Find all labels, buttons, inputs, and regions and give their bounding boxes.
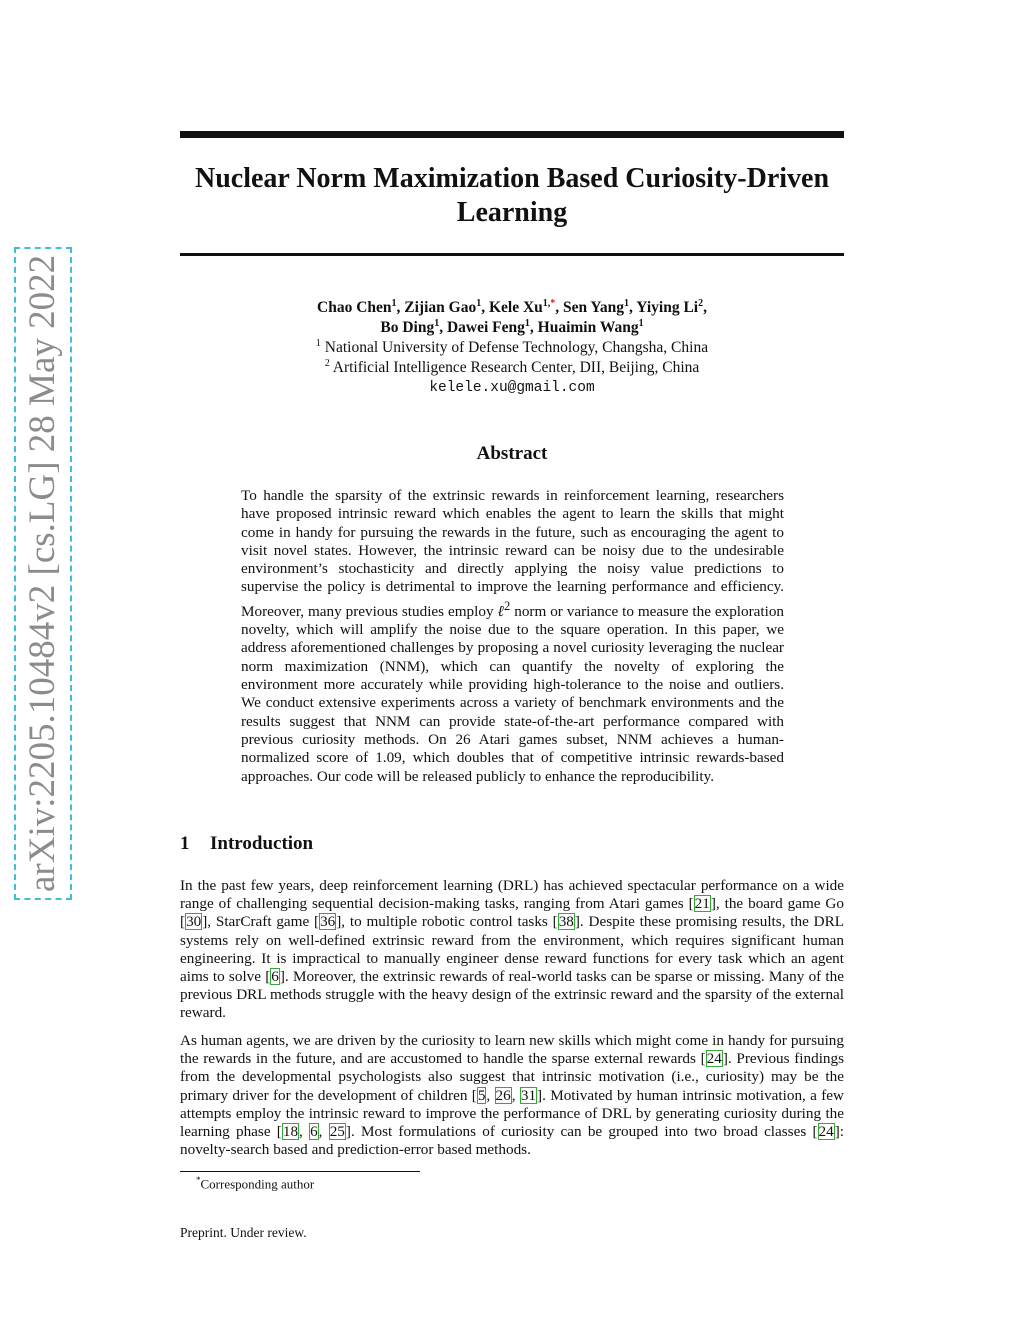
abstract-text-part-2: norm or variance to measure the exploration novelty, which will amplify the noise due to the square operation. In this paper, we address aforementioned challenges by proposing a novel curiosity leveraging the nuclear norm maximization (NNM), which can quantify the novelty of exploring the environment more accurately while providing high-tolerance to the noise and outliers. We conduct extensive experiments across a variety of benchmark environments and the results suggest that NNM can provide state-of-the-art performance compared with previous curiosity methods. On 26 Atari games subset, NNM achieves a human-normalized score of 1.09, which doubles that of competitive intrinsic rewards-based approaches. Our code will be released publicly to enhance the reproducibility.	[241, 602, 785, 785]
citation-link[interactable]: 26	[495, 1086, 511, 1104]
paragraph-text: ,	[318, 1123, 329, 1141]
author-affiliation-marker: 1	[391, 297, 397, 309]
math-l2-symbol: ℓ	[497, 602, 504, 620]
intro-paragraph-1	[180, 877, 844, 1023]
title-top-rule	[180, 131, 844, 138]
citation-link[interactable]: 30	[186, 913, 202, 931]
paragraph-text: ]. Motivated by human intrinsic motivation, a few attempts employ the intrinsic reward to improve the performance of DRL by generating curiosity during the learning phase [	[180, 1086, 845, 1141]
math-l2-exponent: 2	[503, 598, 511, 613]
author-block	[180, 298, 844, 398]
paragraph-text: ]. Most formulations of curiosity can be grouped into two broad classes [	[345, 1123, 818, 1141]
paragraph-text: ], StarCraft game [	[202, 913, 320, 931]
intro-paragraph-2	[180, 1032, 844, 1159]
author-name: Zijian Gao	[404, 299, 477, 316]
paragraph-text: ], to multiple robotic control tasks [	[336, 913, 558, 931]
author-separator: ,	[481, 299, 489, 316]
author-affiliation-marker: 1	[624, 297, 630, 309]
affiliation-2	[180, 358, 844, 378]
section-number: 1	[180, 833, 190, 854]
citation-link[interactable]: 24	[706, 1050, 722, 1068]
author	[380, 319, 447, 336]
author-name: Sen Yang	[563, 299, 625, 316]
author	[636, 299, 707, 316]
author	[538, 319, 644, 336]
citation-link[interactable]: 38	[558, 913, 574, 931]
author-name: Huaimin Wang	[537, 319, 639, 336]
affiliation-2-text: Artificial Intelligence Research Center, DII, Beijing, China	[332, 359, 700, 376]
author-affiliation-marker: 1	[638, 317, 644, 329]
paragraph-text: As human agents, we are driven by the curiosity to learn new skills which might come in handy for pursuing the rewards in the future, and are accustomed to handle the sparse external rewards [	[180, 1032, 844, 1068]
citation-link[interactable]: 6	[271, 968, 279, 986]
author-affiliation-marker: 1,	[542, 297, 551, 309]
citation-link[interactable]: 31	[520, 1086, 537, 1104]
citation-link[interactable]: 6	[310, 1123, 318, 1141]
affiliation-1	[180, 338, 844, 358]
author-name: Kele Xu	[488, 299, 543, 316]
title-bottom-rule	[180, 253, 844, 256]
citation-link[interactable]: 36	[320, 913, 336, 931]
author-name: Chao Chen	[317, 299, 392, 316]
footnote	[196, 1175, 314, 1192]
affiliation-1-marker: 1	[315, 337, 321, 349]
author-name: Dawei Feng	[446, 319, 525, 336]
affiliation-1-text: National University of Defense Technology, Changsha, China	[324, 339, 709, 356]
author	[563, 299, 636, 316]
arxiv-identifier-stamp: arXiv:2205.10484v2 [cs.LG] 28 May 2022	[14, 247, 72, 900]
author	[404, 299, 489, 316]
abstract-text	[241, 487, 784, 786]
author-separator: ,	[439, 319, 447, 336]
paragraph-text: In the past few years, deep reinforcement learning (DRL) has achieved spectacular performance on a wide range of challenging sequential decision-making tasks, ranging from Atari games [	[180, 877, 844, 913]
author-name: Bo Ding	[380, 319, 435, 336]
paragraph-text: ]. Moreover, the extrinsic rewards of real-world tasks can be sparse or missing. Many of the previous DRL methods struggle with the heavy design of the extrinsic reward and the sparsity of the external reward.	[180, 968, 844, 1022]
section-title: Introduction	[210, 833, 314, 854]
author	[317, 299, 404, 316]
affiliation-2-marker: 2	[324, 357, 330, 369]
author-separator: ,	[703, 299, 707, 316]
author-affiliation-marker: 2	[698, 297, 704, 309]
author-separator: ,	[529, 319, 538, 336]
abstract-text-part-1: To handle the sparsity of the extrinsic rewards in reinforcement learning, researchers have proposed intrinsic reward which enables the agent to learn the skills that might come in handy for pursuing the rewards in the future, such as encouraging the agent to visit novel states. However, the intrinsic reward can be noisy due to the undesirable environment’s stochasticity and directly applying the noisy value predictions to supervise the policy is detrimental to improve the learning performance and efficiency. Moreover, many previous studies employ	[241, 487, 784, 620]
paragraph-text: ]. Despite these promising results, the DRL systems rely on well-defined extrinsic reward from the environment, which requires significant human engineering. It is impractical to manually engineer dense reward functions for every task which an agent aims to solve [	[180, 913, 844, 986]
corresponding-author-marker[interactable]: *	[550, 297, 556, 309]
author-affiliation-marker: 1	[434, 317, 440, 329]
footnote-text: Corresponding author	[200, 1176, 315, 1192]
paragraph-text: ], the board game Go [	[180, 895, 844, 931]
author-separator: ,	[396, 299, 405, 316]
paragraph-text: ,	[511, 1086, 520, 1104]
citation-link[interactable]: 18	[282, 1123, 299, 1141]
preprint-notice: Preprint. Under review.	[180, 1225, 307, 1240]
contact-email[interactable]: kelele.xu@gmail.com	[429, 380, 595, 396]
author-separator: ,	[555, 299, 564, 316]
author-name: Yiying Li	[636, 299, 699, 316]
paragraph-text: ,	[299, 1123, 310, 1141]
citation-link[interactable]: 5	[477, 1086, 486, 1104]
abstract-heading: Abstract	[476, 443, 548, 464]
citation-link[interactable]: 24	[818, 1123, 834, 1141]
paragraph-text: ,	[486, 1086, 495, 1104]
author-names-line-1	[180, 298, 844, 318]
author	[489, 299, 563, 316]
section-heading-introduction	[180, 833, 313, 855]
author-affiliation-marker: 1	[524, 317, 530, 329]
paragraph-text: ]. Previous findings from the developmental psychologists also suggest that intrinsic motivation (i.e., curiosity) may be the primary driver for the development of children [	[180, 1050, 845, 1104]
author	[447, 319, 538, 336]
paragraph-text: ]: novelty-search based and prediction-error based methods.	[180, 1123, 844, 1159]
citation-link[interactable]: 25	[329, 1123, 345, 1141]
author-separator: ,	[629, 299, 637, 316]
footnote-rule	[180, 1171, 420, 1172]
author-names-line-2	[180, 318, 844, 338]
footnote-marker: *	[196, 1175, 201, 1185]
paper-title: Nuclear Norm Maximization Based Curiosity-Driven Learning	[194, 163, 830, 228]
citation-link[interactable]: 21	[694, 895, 710, 913]
author-affiliation-marker: 1	[476, 297, 482, 309]
